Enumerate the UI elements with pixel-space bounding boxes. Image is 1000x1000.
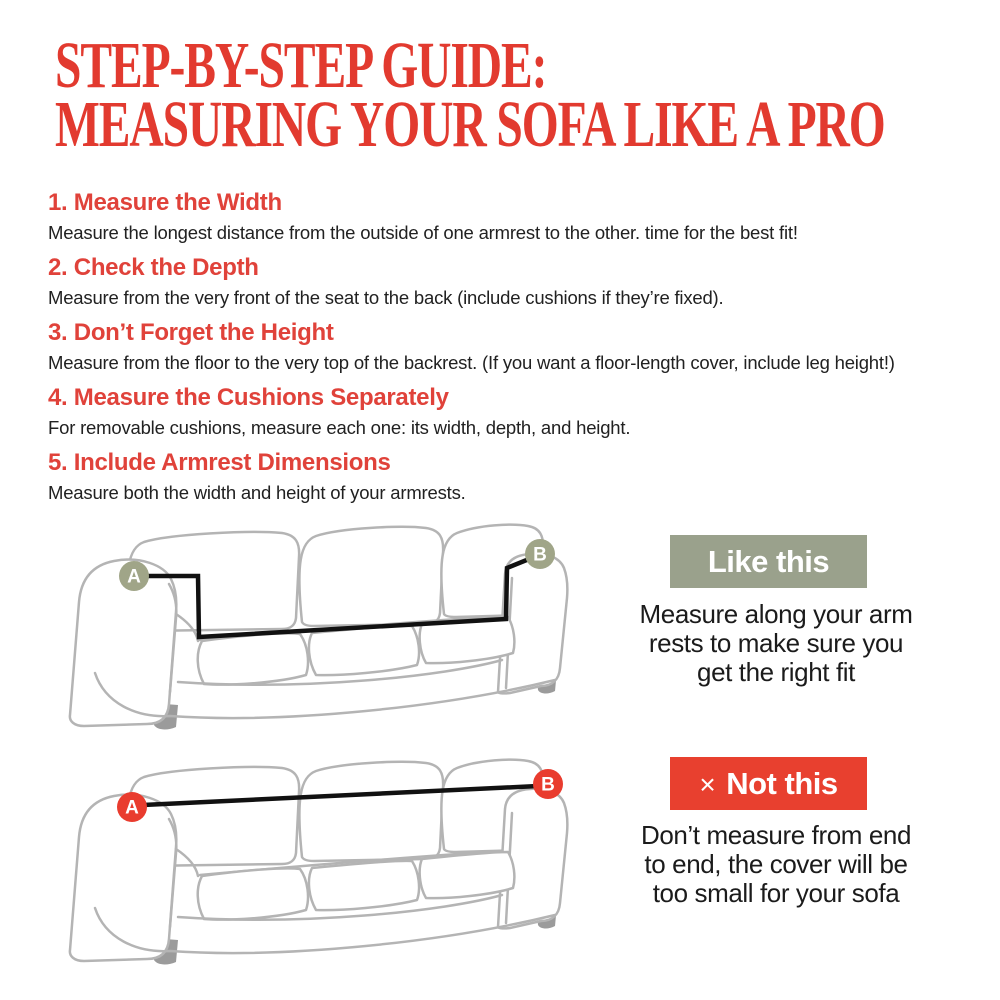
step-heading: 5. Include Armrest Dimensions xyxy=(48,449,391,476)
marker-b-label: B xyxy=(533,544,547,566)
x-icon: × xyxy=(699,768,716,800)
marker-a-label: A xyxy=(127,566,141,588)
not-this-label: Not this xyxy=(726,765,838,801)
diagram-correct-measurement xyxy=(50,510,610,740)
marker-b xyxy=(525,539,555,569)
step-item-3 xyxy=(48,319,963,373)
caption-line: Don’t measure from end xyxy=(640,820,912,850)
step-body: For removable cushions, measure each one: its width, depth, and height. xyxy=(48,417,631,438)
step-body: Measure from the very front of the seat to the back (include cushions if they’re fixed). xyxy=(48,287,724,308)
marker-a xyxy=(119,561,149,591)
like-this-label: Like this xyxy=(707,543,830,579)
marker-a-label: A xyxy=(125,797,139,819)
marker-b-label: B xyxy=(541,774,555,796)
step-heading: 1. Measure the Width xyxy=(48,189,282,216)
step-body: Measure from the floor to the very top of the backrest. (If you want a floor-length cover, include leg height!) xyxy=(48,352,895,373)
page-title xyxy=(55,29,885,161)
step-heading: 2. Check the Depth xyxy=(48,254,259,281)
step-body: Measure both the width and height of your armrests. xyxy=(48,482,466,503)
step-heading: 3. Don’t Forget the Height xyxy=(48,319,334,346)
step-body: Measure the longest distance from the outside of one armrest to the other. time for the best fit! xyxy=(48,222,798,243)
step-item-4 xyxy=(48,384,963,438)
marker-a xyxy=(117,792,147,822)
caption-line: rests to make sure you xyxy=(648,628,904,658)
step-heading: 4. Measure the Cushions Separately xyxy=(48,384,449,411)
caption-line: get the right fit xyxy=(697,657,855,687)
caption-line: to end, the cover will be xyxy=(644,849,908,879)
caption-line: too small for your sofa xyxy=(652,878,900,908)
not-this-badge xyxy=(670,757,867,810)
sofa-line-art xyxy=(70,525,568,730)
caption-line: Measure along your arm xyxy=(639,599,913,629)
like-this-badge xyxy=(670,535,867,588)
step-item-5 xyxy=(48,449,963,503)
not-this-caption xyxy=(626,821,926,908)
like-this-caption xyxy=(626,600,926,687)
page-title-line-1: STEP-BY-STEP GUIDE: xyxy=(55,29,547,102)
step-item-1 xyxy=(48,189,963,243)
diagram-incorrect-measurement xyxy=(50,745,610,975)
page-title-line-2: MEASURING YOUR SOFA LIKE A PRO xyxy=(55,88,885,161)
steps-section xyxy=(48,189,963,514)
step-item-2 xyxy=(48,254,963,308)
marker-b xyxy=(533,769,563,799)
